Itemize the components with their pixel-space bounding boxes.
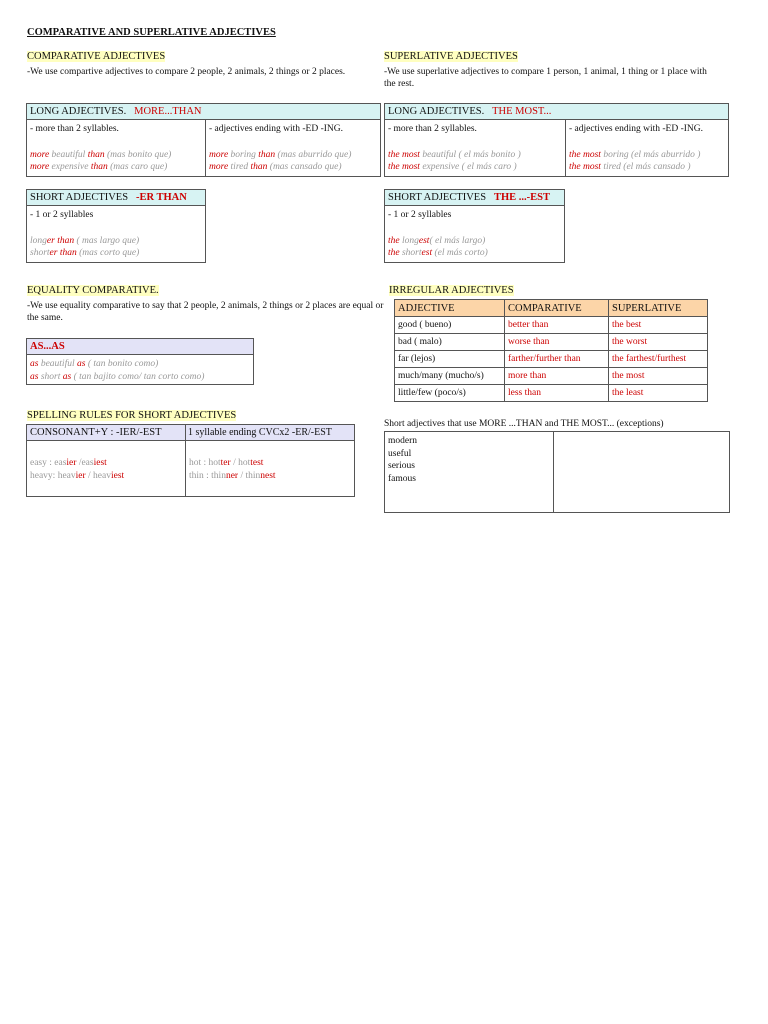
superlative-heading: SUPERLATIVE ADJECTIVES [384,51,518,62]
spelling-col1 [27,455,185,484]
example-line: more beautiful than (mas bonito que) [30,149,172,160]
spelling-col2 [186,455,356,484]
equality-header: AS...AS [27,339,253,355]
list-item: serious [388,461,415,471]
example-line: heavy: heavier / heaviest [30,470,125,481]
equality-box [26,338,254,385]
header-superlative: SUPERLATIVE [609,300,708,317]
example-line: more expensive than (mas caro que) [30,162,168,172]
comparative-heading: COMPARATIVE ADJECTIVES [27,51,166,62]
list-item: useful [388,448,412,459]
table-row: bad ( malo) worse than the worst [395,334,708,351]
example-line: the most boring (el más aburrido ) [569,149,701,160]
superlative-short-header: SHORT ADJECTIVES THE ...-EST [385,190,564,206]
table-row: little/few (poco/s) less than the least [395,385,708,402]
example-line: the most expensive ( el más caro ) [388,162,517,172]
exceptions-heading: Short adjectives that use MORE ...THAN and THE MOST... (exceptions) [384,419,664,429]
comparative-short-box [26,189,206,263]
irregular-heading: IRREGULAR ADJECTIVES [389,285,514,296]
comparative-long-box [26,103,381,177]
header-comparative: COMPARATIVE [505,300,609,317]
example-line: longer than ( mas largo que) [30,235,140,246]
list-item: famous [388,473,416,484]
superlative-long-box [384,103,729,177]
equality-content [27,356,255,385]
table-row: far (lejos) farther/further than the farthest/furthest [395,351,708,368]
example-line: the most tired (el más cansado ) [569,162,691,172]
table-row: much/many (mucho/s) more than the most [395,368,708,385]
spelling-box [26,424,355,497]
table-row: good ( bueno) better than the best [395,317,708,334]
comparative-short-header: SHORT ADJECTIVES -ER THAN [27,190,205,206]
superlative-long-header: LONG ADJECTIVES. THE MOST... [385,104,728,120]
superlative-long-col2: - adjectives ending with -ED -ING. the most boring (el más aburrido ) the most tired (el más cansado ) [566,121,730,176]
comparative-short-content: - 1 or 2 syllables longer than ( mas largo que) shorter than (mas corto que) [27,207,207,262]
example-line: more tired than (mas cansado que) [209,162,342,172]
superlative-short-content: - 1 or 2 syllables the longest( el más largo) the shortest (el más corto) [385,207,566,262]
list-item: modern [388,436,418,446]
example-line: hot : hotter / hottest [189,458,264,468]
example-line: the most beautiful ( el más bonito ) [388,149,521,160]
spelling-heading: SPELLING RULES FOR SHORT ADJECTIVES [27,410,237,421]
equality-text: -We use equality comparative to say that 2 people, 2 animals, 2 things or 2 places are equal or the same. [27,301,384,323]
exceptions-box [384,431,730,513]
superlative-long-col1: - more than 2 syllables. the most beautiful ( el más bonito ) the most expensive ( el más caro ) [385,121,565,176]
comparative-text: -We use compartive adjectives to compare 2 people, 2 animals, 2 things or 2 places. [27,67,346,77]
irregular-table [394,299,708,402]
comparative-long-header: LONG ADJECTIVES. MORE...THAN [27,104,380,120]
example-line: thin : thinner / thinnest [189,470,276,481]
example-line: as beautiful as ( tan bonito como) [30,359,159,369]
superlative-short-box [384,189,565,263]
superlative-text: -We use superlative adjectives to compare 1 person, 1 animal, 1 thing or 1 place with the rest. [384,67,707,89]
example-line: the shortest (el más corto) [388,248,488,258]
page-title: COMPARATIVE AND SUPERLATIVE ADJECTIVES [27,27,276,38]
example-line: easy : easier /easiest [30,458,107,468]
equality-heading: EQUALITY COMPARATIVE. [27,285,159,296]
exceptions-list [385,433,553,487]
table-header-row [395,300,708,317]
spelling-header: CONSONANT+Y : -IER/-EST 1 syllable ending CVCx2 -ER/-EST [27,425,354,441]
example-line: shorter than (mas corto que) [30,248,140,258]
example-line: as short as ( tan bajito como/ tan corto como) [30,371,205,382]
comparative-long-col1: - more than 2 syllables. more beautiful than (mas bonito que) more expensive than (mas caro que) [27,121,205,176]
header-adjective: ADJECTIVE [395,300,505,317]
comparative-long-col2: - adjectives ending with -ED -ING. more boring than (mas aburrido que) more tired than (mas cansado que) [206,121,382,176]
example-line: the longest( el más largo) [388,235,486,246]
example-line: more boring than (mas aburrido que) [209,149,352,160]
